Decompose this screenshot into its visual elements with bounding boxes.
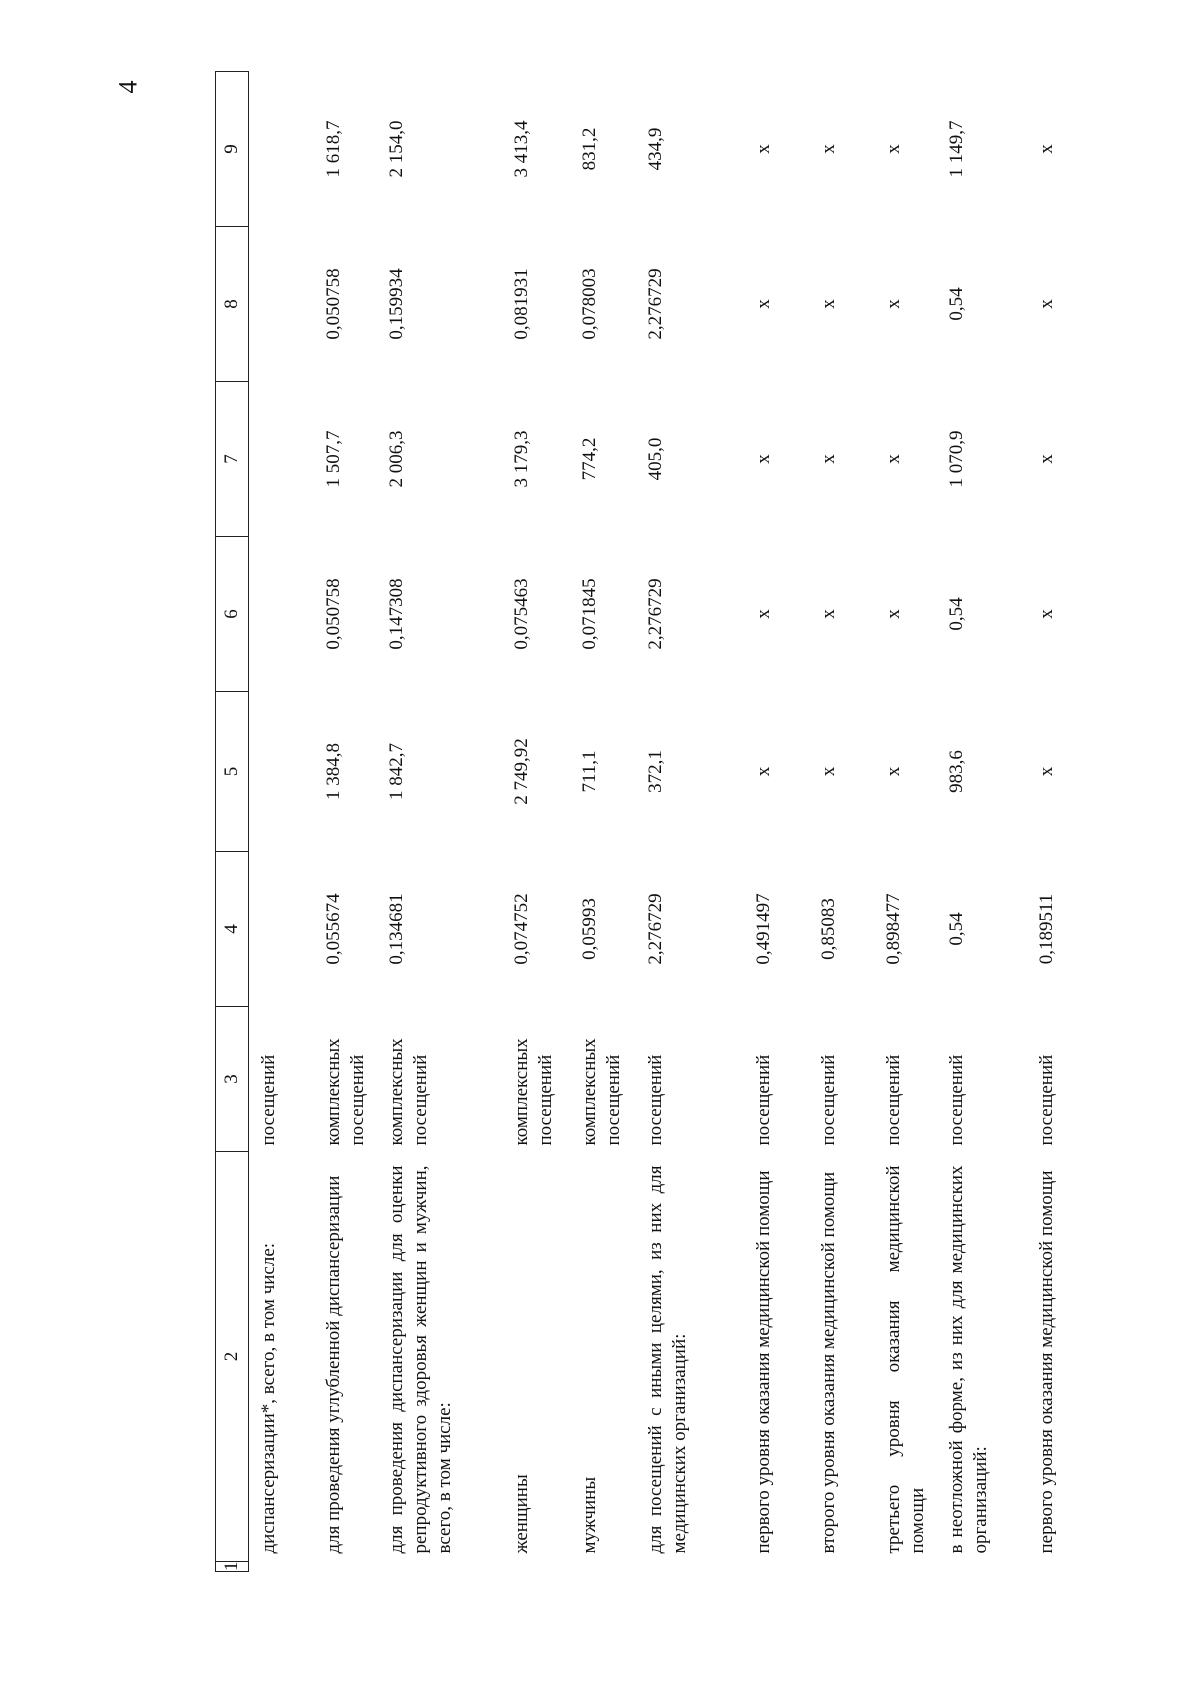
unit-cell: посещений [946, 1054, 967, 1146]
value-col9 [249, 72, 315, 227]
unit-cell: посещений [258, 1054, 279, 1146]
value-col6: 0,075463 [511, 578, 532, 650]
value-col4: 0,074752 [511, 893, 532, 965]
value-col4: 0,134681 [386, 893, 407, 965]
cell-col1 [502, 1562, 570, 1572]
column-header-1: 1 [216, 1562, 249, 1572]
cell-col1 [1027, 1562, 1075, 1572]
row-label: в неотложной форме, из них для медицинских организаций: [946, 1165, 991, 1554]
value-col6: 0,050758 [323, 578, 344, 650]
value-col8: 0,159934 [386, 268, 407, 340]
norms-table [215, 71, 1075, 1572]
row-label: первого уровня оказания медицинской помощи [1036, 1170, 1057, 1554]
value-col9: х [883, 144, 904, 154]
table-row [1027, 72, 1075, 1572]
cell-col1 [570, 1562, 636, 1572]
value-col6: х [1036, 609, 1057, 619]
value-col8: 0,54 [946, 287, 967, 321]
unit-cell: комплексных посещений [323, 1038, 368, 1146]
value-col5 [249, 692, 315, 852]
table-row [502, 72, 570, 1572]
table-row [636, 72, 744, 1572]
value-col8: х [818, 299, 839, 309]
value-col4: 0,491497 [753, 893, 774, 965]
value-col8 [249, 227, 315, 382]
value-col6: 0,147308 [386, 578, 407, 650]
column-header-4: 4 [216, 852, 249, 1007]
value-col5: х [818, 766, 839, 777]
value-col7: х [818, 454, 839, 464]
value-col7: 1 507,7 [323, 430, 344, 488]
column-header-8: 8 [216, 227, 249, 382]
table-row [937, 72, 1027, 1572]
row-label: для проведения диспансеризации для оценки репродуктивного здоровья женщин и мужчин, всего, в том числе: [386, 1165, 455, 1554]
value-col7: х [883, 454, 904, 464]
value-col6: 0,071845 [579, 578, 600, 650]
value-col9: 2 154,0 [386, 120, 407, 178]
column-header-6: 6 [216, 537, 249, 692]
value-col4: 0,85083 [818, 898, 839, 960]
value-col4 [249, 852, 315, 1007]
unit-cell: посещений [645, 1054, 666, 1146]
row-label: для посещений с иными целями, из них для медицинских организаций: [645, 1165, 690, 1554]
row-label: для проведения углубленной диспансеризации [323, 1175, 344, 1554]
cell-col1 [744, 1562, 809, 1572]
value-col9: х [818, 144, 839, 154]
unit-cell: комплексных посещений [579, 1038, 624, 1146]
unit-cell: посещений [883, 1054, 904, 1146]
value-col9: х [1036, 144, 1057, 154]
unit-cell: посещений [818, 1054, 839, 1146]
value-col4: 2,276729 [645, 893, 666, 965]
column-header-3: 3 [216, 1007, 249, 1152]
row-label: диспансеризации*, всего, в том числе: [258, 1242, 279, 1554]
row-label: первого уровня оказания медицинской помощи [753, 1170, 774, 1554]
table-row [314, 72, 377, 1572]
value-col5: 711,1 [579, 750, 600, 793]
value-col4: 0,055674 [323, 893, 344, 965]
row-label: женщины [511, 1474, 532, 1554]
table-row [809, 72, 874, 1572]
value-col7: х [753, 454, 774, 464]
value-col6: 0,54 [946, 597, 967, 631]
column-header-2: 2 [216, 1152, 249, 1562]
value-col8: 0,050758 [323, 268, 344, 340]
cell-col1 [874, 1562, 937, 1572]
table-row [570, 72, 636, 1572]
value-col5: 1 384,8 [323, 743, 344, 800]
value-col4: 0,898477 [883, 893, 904, 965]
value-col7: 1 070,9 [946, 430, 967, 488]
rotated-table-sheet [215, 72, 1057, 1572]
table-header-row [216, 72, 249, 1572]
value-col4: 0,189511 [1036, 893, 1057, 965]
value-col6: 2,276729 [645, 578, 666, 650]
cell-col1 [377, 1562, 502, 1572]
column-header-9: 9 [216, 72, 249, 227]
value-col7: 405,0 [645, 437, 666, 481]
value-col8: х [883, 299, 904, 309]
value-col5: 1 842,7 [386, 743, 407, 800]
value-col5: х [1036, 766, 1057, 777]
value-col6: х [818, 609, 839, 619]
unit-cell: комплексных посещений [386, 1038, 431, 1146]
value-col7 [249, 382, 315, 537]
value-col7: х [1036, 454, 1057, 464]
value-col4: 0,54 [946, 912, 967, 946]
table-row [874, 72, 937, 1572]
value-col9: 831,2 [579, 127, 600, 171]
value-col6: х [883, 609, 904, 619]
value-col8: 0,081931 [511, 268, 532, 340]
unit-cell: комплексных посещений [511, 1038, 556, 1146]
table-row [377, 72, 502, 1572]
value-col8: х [1036, 299, 1057, 309]
page-number: 4 [113, 80, 143, 94]
value-col6 [249, 537, 315, 692]
value-col9: 3 413,4 [511, 120, 532, 178]
unit-cell: посещений [753, 1054, 774, 1146]
value-col9: 1 618,7 [323, 120, 344, 178]
table-row [249, 72, 315, 1572]
cell-col1 [809, 1562, 874, 1572]
column-header-7: 7 [216, 382, 249, 537]
cell-col1 [314, 1562, 377, 1572]
table-row [744, 72, 809, 1572]
value-col8: 2,276729 [645, 268, 666, 340]
row-label: второго уровня оказания медицинской помощи [818, 1171, 839, 1554]
value-col5: 372,1 [645, 750, 666, 793]
cell-col1 [636, 1562, 744, 1572]
value-col4: 0,05993 [579, 898, 600, 960]
value-col8: х [753, 299, 774, 309]
value-col8: 0,078003 [579, 268, 600, 340]
cell-col1 [937, 1562, 1027, 1572]
value-col7: 2 006,3 [386, 430, 407, 488]
value-col9: 1 149,7 [946, 120, 967, 178]
column-header-5: 5 [216, 692, 249, 852]
unit-cell: посещений [1036, 1054, 1057, 1146]
value-col5: х [753, 766, 774, 777]
value-col5: 2 749,92 [511, 738, 532, 805]
value-col7: 774,2 [579, 437, 600, 481]
value-col9: 434,9 [645, 127, 666, 171]
row-label: третьего уровня оказания медицинской помощи [883, 1165, 928, 1554]
row-label: мужчины [579, 1476, 600, 1554]
cell-col1 [249, 1562, 315, 1572]
value-col5: х [883, 766, 904, 777]
value-col5: 983,6 [946, 750, 967, 793]
value-col7: 3 179,3 [511, 430, 532, 488]
value-col9: х [753, 144, 774, 154]
value-col6: х [753, 609, 774, 619]
